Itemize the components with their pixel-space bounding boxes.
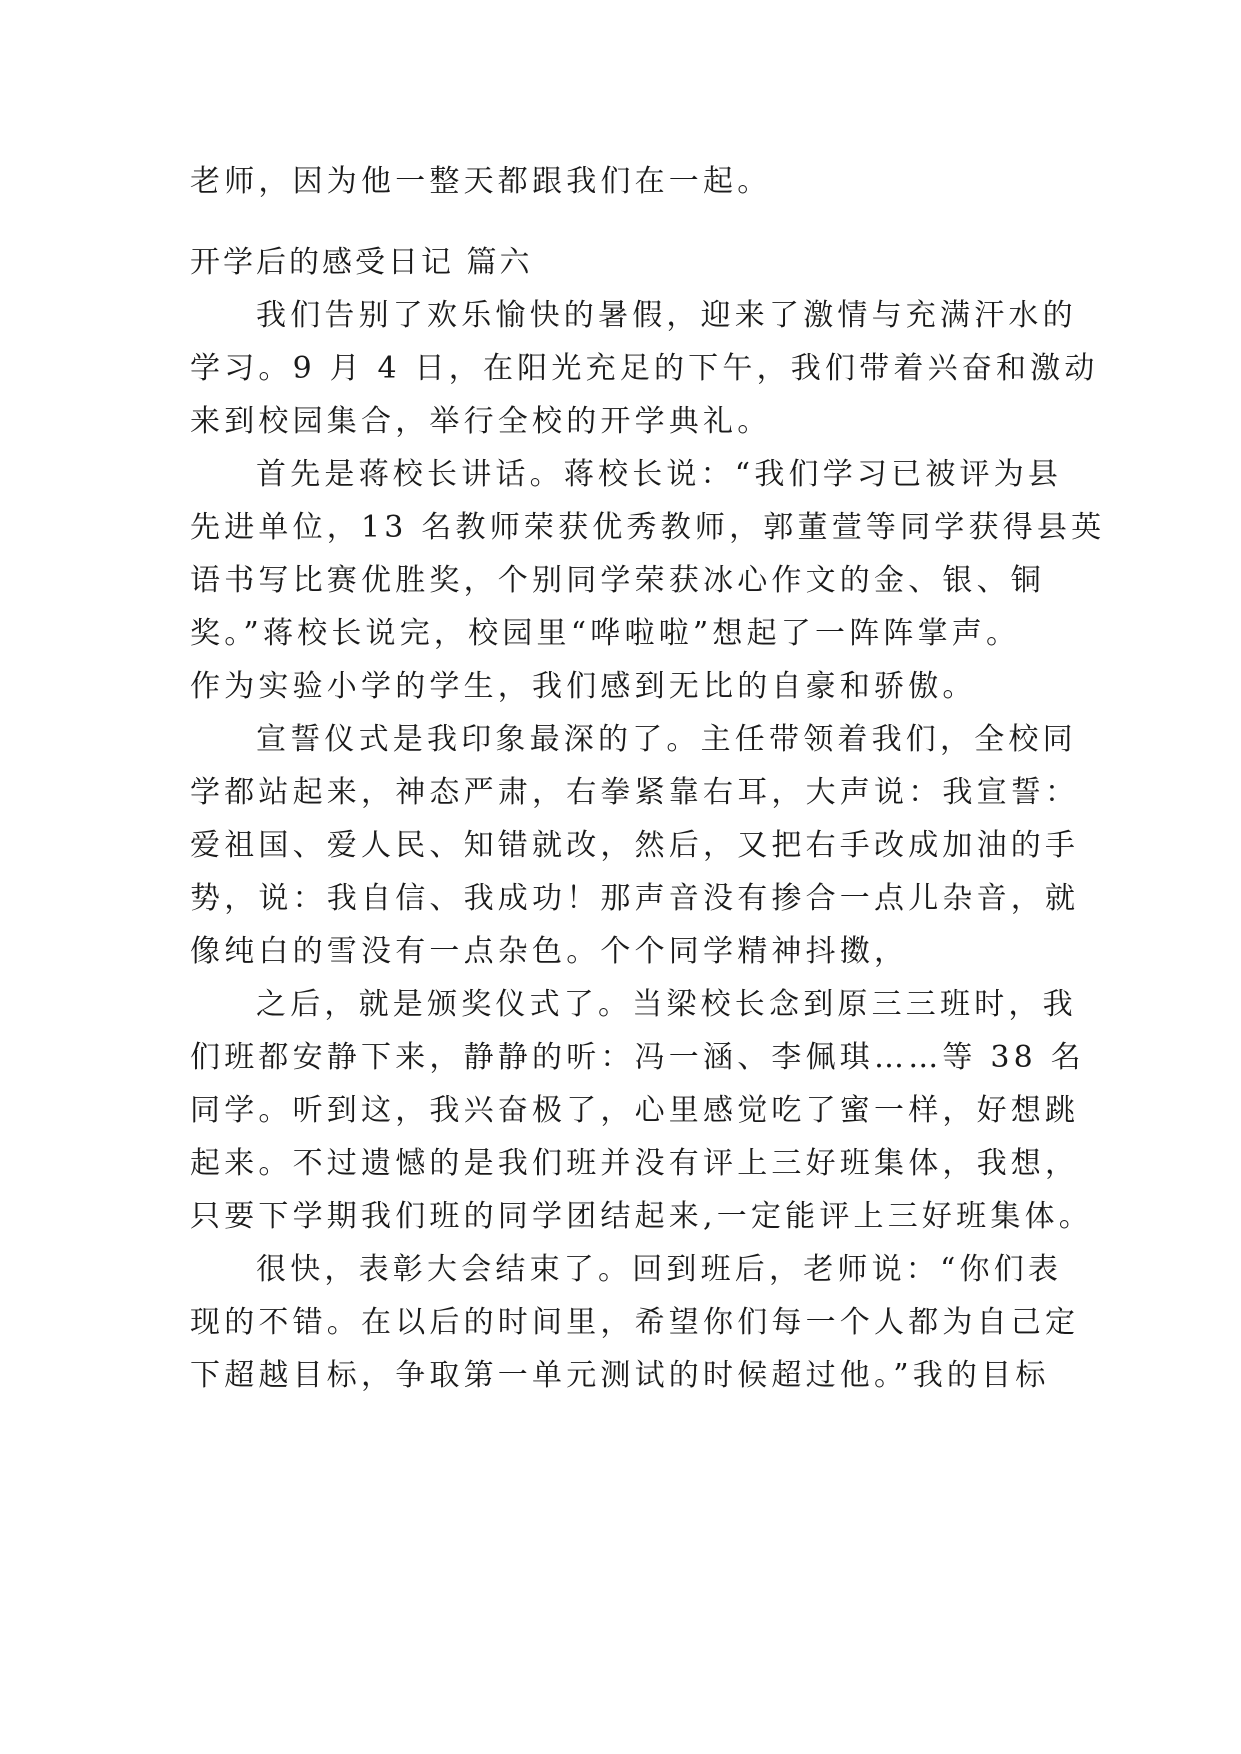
paragraph-5	[190, 1243, 1080, 1402]
paragraph-1	[190, 289, 1099, 448]
text-line: 只要下学期我们班的同学团结起来,一定能评上三好班集体。	[190, 1199, 1093, 1234]
text-line: 宣誓仪式是我印象最深的了。主任带领着我们，全校同	[256, 722, 1077, 757]
text-line: 同学。听到这，我兴奋极了，心里感觉吃了蜜一样，好想跳	[190, 1093, 1080, 1128]
text-line: 起来。不过遗憾的是我们班并没有评上三好班集体，我想，	[190, 1146, 1080, 1181]
text-line: 势，说：我自信、我成功！那声音没有掺合一点儿杂音，就	[190, 881, 1080, 916]
paragraph-3	[190, 713, 1080, 978]
text-line: 作为实验小学的学生，我们感到无比的自豪和骄傲。	[190, 669, 977, 704]
text-line: 先进单位，13 名教师荣获优秀教师，郭董萱等同学获得县英	[190, 510, 1106, 545]
text-line: 现的不错。在以后的时间里，希望你们每一个人都为自己定	[190, 1305, 1080, 1340]
paragraph-2	[190, 448, 1106, 713]
text-line: 之后，就是颁奖仪式了。当梁校长念到原三三班时，我	[256, 987, 1077, 1022]
text-line: 们班都安静下来，静静的听：冯一涵、李佩琪……等 38 名	[190, 1040, 1085, 1075]
text-line: 来到校园集合，举行全校的开学典礼。	[190, 404, 772, 439]
text-line: 奖。”蒋校长说完，校园里“哗啦啦”想起了一阵阵掌声。	[190, 616, 1021, 651]
carryover-line: 老师，因为他一整天都跟我们在一起。	[190, 164, 772, 199]
text-line: 语书写比赛优胜奖，个别同学荣获冰心作文的金、银、铜	[190, 563, 1045, 598]
section-heading: 开学后的感受日记 篇六	[190, 245, 533, 280]
text-line: 很快，表彰大会结束了。回到班后，老师说：“你们表	[256, 1252, 1063, 1287]
text-line: 学习。9 月 4 日，在阳光充足的下午，我们带着兴奋和激动	[190, 351, 1099, 386]
text-line: 像纯白的雪没有一点杂色。个个同学精神抖擞，	[190, 934, 909, 969]
paragraph-4	[190, 978, 1093, 1243]
text-line: 我们告别了欢乐愉快的暑假，迎来了激情与充满汗水的	[256, 298, 1077, 333]
document-body	[190, 155, 1106, 1402]
text-line: 下超越目标，争取第一单元测试的时候超过他。”我的目标	[190, 1358, 1050, 1393]
text-line: 首先是蒋校长讲话。蒋校长说：“我们学习已被评为县	[256, 457, 1063, 492]
text-line: 爱祖国、爱人民、知错就改，然后，又把右手改成加油的手	[190, 828, 1080, 863]
text-line: 学都站起来，神态严肃，右拳紧靠右耳，大声说：我宣誓：	[190, 775, 1080, 810]
